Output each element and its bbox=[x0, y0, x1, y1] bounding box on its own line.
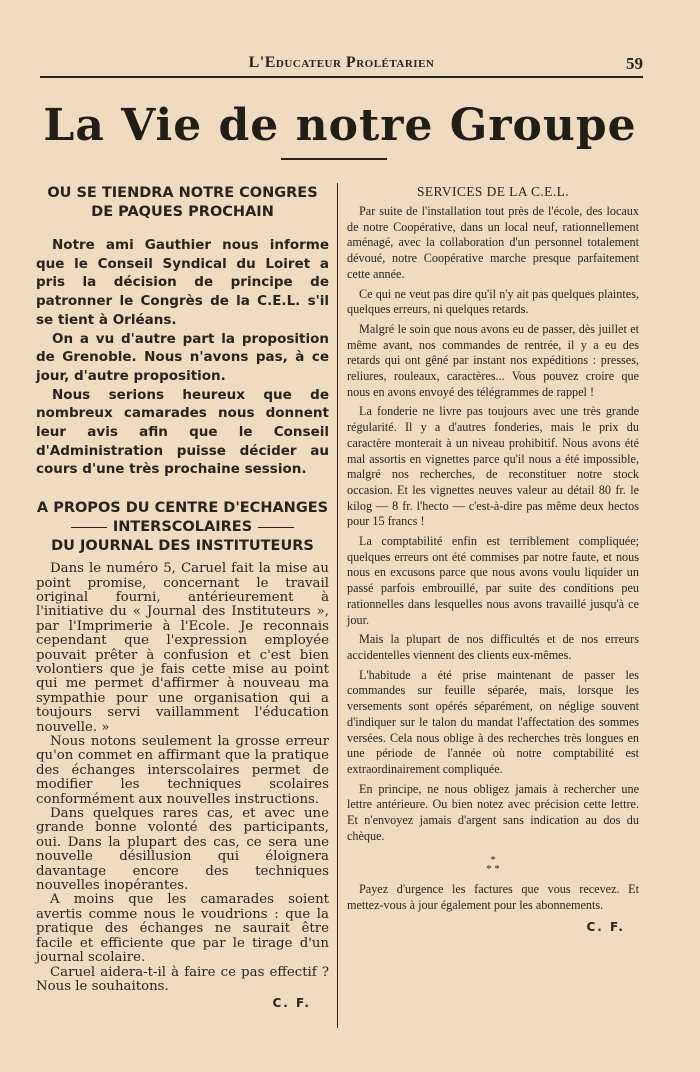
paragraph: Nous serions heureux que de nombreux camarades nous donnent leur avis afin que le Conseil d'Administration puisse décider au cours d'une très prochaine session. bbox=[36, 386, 329, 478]
paragraph: On a vu d'autre part la proposition de Grenoble. Nous n'avons pas, à ce jour, d'autre proposition. bbox=[36, 330, 329, 384]
running-title: L'Educateur Prolétarien bbox=[248, 54, 435, 71]
closing-paragraph: Payez d'urgence les factures que vous recevez. Et mettez-vous à jour également pour les abonnements. bbox=[347, 882, 639, 913]
paragraph: Par suite de l'installation tout près de l'école, des locaux de notre Coopérative, dans un local neuf, rationnellement aménagé, avec la collaboration d'un personnel totalement dévoué, notre Coopérative marche presque parfaitement cette année. bbox=[347, 204, 639, 281]
paragraph: Notre ami Gauthier nous informe que le Conseil Syndical du Loiret a pris la décision de principe de patronner le Congrès de la C.E.L. s'il se tient à Orléans. bbox=[36, 237, 329, 328]
paragraph: Dans quelques rares cas, et avec une grande bonne volonté des participants, oui. Dans la plupart des cas, ce sera une nouvelle désillusion qui éloignera davantage encore des techniques nouvelles inopérantes. bbox=[36, 806, 329, 894]
title-underline bbox=[281, 158, 387, 160]
paragraph: En principe, ne nous obligez jamais à rechercher une lettre antérieure. Ou bien notez avec précision cette lettre. Et n'envoyez jamais d'argent sans indication au dos du chèque. bbox=[347, 781, 639, 843]
page-header bbox=[40, 54, 643, 78]
right-column bbox=[347, 184, 639, 934]
paragraph: Ce qui ne veut pas dire qu'il n'y ait pas quelques plaintes, quelques erreurs, ni quelques retards. bbox=[347, 286, 639, 317]
page-title: La Vie de notre Groupe bbox=[43, 100, 637, 151]
paragraph: La comptabilité enfin est terriblement compliquée; quelques erreurs ont été commises par notre faute, et nous nous en excusons parce que nous avons voulu liquider un passé parfois embrouillé, par suite des conditions peu rationnelles dans lesquelles nous avons travaillé jusqu'à ce jour. bbox=[347, 534, 639, 627]
section-heading: A PROPOS DU CENTRE D'ECHANGES bbox=[36, 500, 329, 517]
paragraph: L'habitude a été prise maintenant de passer les commandes sur feuille séparée, mais, lorsque les versements sont opérés séparément, on néglige souvent d'indiquer sur le talon du mandat l'affectation des sommes versées. Cela nous oblige à des recherches très longues en une période de l'année où notre comptabilité est extraordinairement compliquée. bbox=[347, 667, 639, 776]
separator-line bbox=[71, 527, 107, 528]
signature: C. F. bbox=[272, 996, 311, 1011]
section-heading: SERVICES DE LA C.E.L. bbox=[416, 184, 570, 199]
section-heading: DE PAQUES PROCHAIN bbox=[91, 204, 274, 220]
paragraph: Dans le numéro 5, Caruel fait la mise au point promise, concernant le travail original fourni, antérieurement à l'initiative du « Journal des Instituteurs », par l'Imprimerie à l'Ecole. Je reconnais cependant que l'expression employée pouvait prêter à confusion et c'est bien volontiers que je fais cette mise au point qui me permet d'affirmer à nouveau ma sympathie pour une organisation qui a toujours servi vaillamment l'éducation nouvelle. » bbox=[36, 561, 329, 735]
section-heading: DU JOURNAL DES INSTITUTEURS bbox=[51, 538, 314, 555]
separator-line bbox=[258, 527, 294, 528]
section-heading: INTERSCOLAIRES bbox=[36, 518, 329, 537]
section-heading: OU SE TIENDRA NOTRE CONGRES bbox=[47, 185, 318, 201]
column-divider bbox=[337, 183, 338, 1028]
left-column bbox=[36, 184, 329, 1010]
section-congres bbox=[36, 184, 329, 479]
paragraph: Caruel aidera-t-il à faire ce pas effectif ? Nous le souhaitons. bbox=[36, 964, 329, 994]
paragraph: La fonderie ne livre pas toujours avec une très grande régularité. Il y a d'autres fonderies, mais le prix du caractère monterait à un niveau prohibitif. Nous avons été mal assortis en vignettes parce qu'il nous a été impossible, malgré nos recherches, de reconstituer notre stock occasion. Et les vignettes neuves valeur au détail 80 fr. le kilog — 8 fr. l'hecto — c'est-à-dire pas même deux hectos pour 15 francs ! bbox=[347, 404, 639, 529]
signature: C. F. bbox=[586, 919, 625, 934]
page-number: 59 bbox=[626, 54, 643, 73]
dinkus: * * * bbox=[486, 854, 500, 876]
paragraph: Nous notons seulement la grosse erreur qu'on commet en affirmant que la pratique des échanges interscolaires permet de modifier les techniques scolaires conformément aux nouvelles instructions. bbox=[36, 734, 329, 807]
section-echanges bbox=[36, 499, 329, 1010]
paragraph: Mais la plupart de nos difficultés et de nos erreurs accidentelles viennent des clients eux-mêmes. bbox=[347, 632, 639, 662]
paragraph: A moins que les camarades soient avertis comme nous le voudrions : que la pratique des échanges ne saurait être facile et efficiente que par le tirage d'un journal scolaire. bbox=[36, 892, 329, 966]
paragraph: Malgré le soin que nous avons eu de passer, dès juillet et même avant, nos commandes de rentrée, il y a eu des retards qui ont gêné par instant nos expéditions : presses, reliures, rouleaux, caractères... Vous pouvez croire que nous en avons envoyé des télégrammes de rappel ! bbox=[347, 321, 639, 399]
